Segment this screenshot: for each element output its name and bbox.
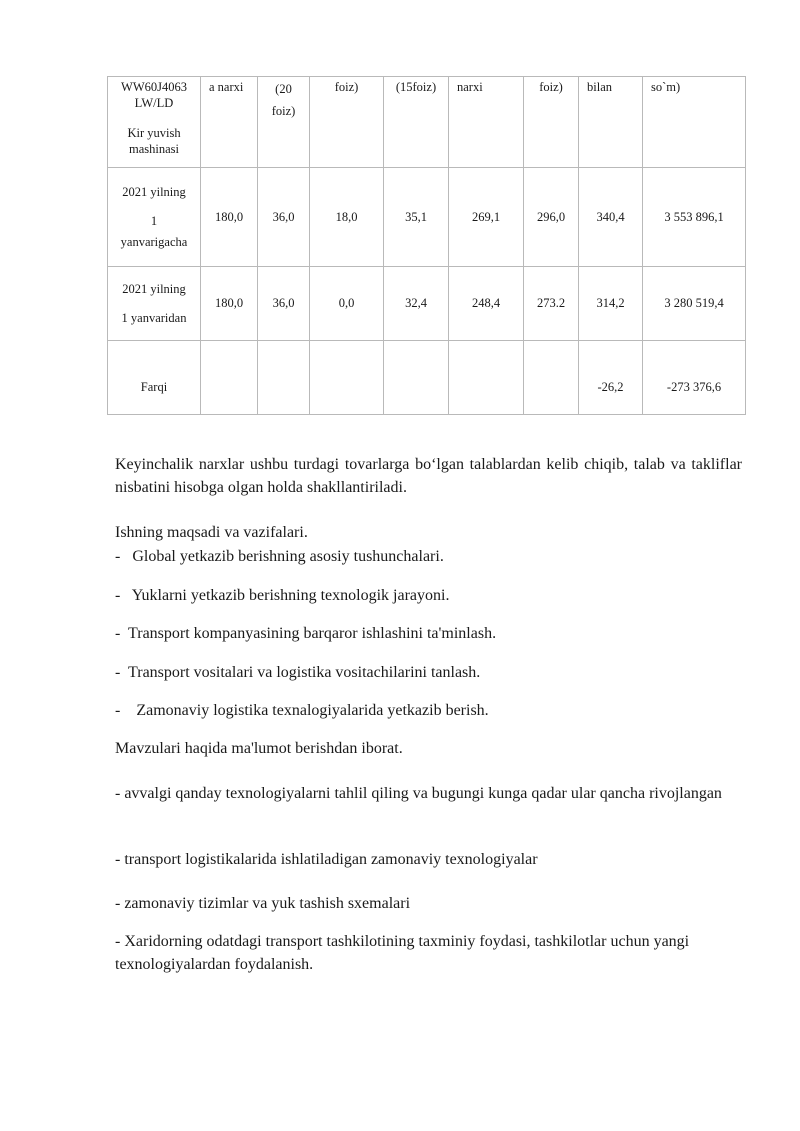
intro-paragraph: Keyinchalik narxlar ushbu turdagi tovarlarga bo‘lgan talablardan kelib chiqib, talab va takliflar nisbatini hisobga olgan holda shakllantiriladi. [115, 456, 742, 496]
goals-summary: Mavzulari haqida ma'lumot berishdan iborat. [115, 740, 403, 757]
table-cell: 0,0 [310, 267, 384, 341]
table-cell [643, 341, 746, 415]
header-cell-4: foiz) [310, 77, 384, 168]
model-variant: LW/LD [134, 96, 174, 111]
table-cell: 180,0 [201, 168, 258, 267]
table-cell: 340,4 [579, 168, 643, 267]
table-cell: 36,0 [258, 168, 310, 267]
table-cell: 35,1 [384, 168, 449, 267]
row-label [108, 267, 201, 341]
header-cell-3-line1: (20 [275, 82, 292, 96]
topic-item: - zamonaviy tizimlar va yuk tashish sxemalari [115, 895, 411, 912]
table-cell [524, 341, 579, 415]
table-cell: 248,4 [449, 267, 524, 341]
row-label-text: Farqi [140, 380, 168, 395]
header-cell-8: bilan [579, 77, 643, 168]
table-row [108, 267, 746, 341]
header-cell-model [108, 77, 201, 168]
price-comparison-table [107, 76, 746, 415]
table-cell: 180,0 [201, 267, 258, 341]
row-label-line2: 1 yanvaridan [121, 311, 187, 325]
table-cell: 32,4 [384, 267, 449, 341]
goals-heading: Ishning maqsadi va vazifalari. [115, 524, 308, 541]
product-type-line1: Kir yuvish [127, 125, 181, 140]
header-cell-7: foiz) [524, 77, 579, 168]
table-cell: 296,0 [524, 168, 579, 267]
table-cell: 3 280 519,4 [643, 267, 746, 341]
goal-item: - Zamonaviy logistika texnalogiyalarida yetkazib berish. [115, 702, 489, 719]
table-cell-value: -273 376,6 [666, 380, 722, 395]
header-cell-9: so`m) [643, 77, 746, 168]
model-code: WW60J4063 [121, 80, 187, 94]
row-label-line1: 2021 yilning [122, 184, 186, 199]
row-label-line1: 2021 yilning [122, 281, 186, 296]
table-row [108, 168, 746, 267]
product-type-line2: mashinasi [129, 141, 179, 156]
goal-item: - Transport kompanyasining barqaror ishlashini ta'minlash. [115, 625, 497, 642]
table-cell [310, 341, 384, 415]
table-header-row [108, 77, 746, 168]
row-label [108, 341, 201, 415]
header-cell-2: a narxi [201, 77, 258, 168]
table-cell [258, 341, 310, 415]
header-cell-3 [258, 77, 310, 168]
table-cell: 3 553 896,1 [643, 168, 746, 267]
table-row-difference [108, 341, 746, 415]
table-cell: 269,1 [449, 168, 524, 267]
table-cell: 314,2 [579, 267, 643, 341]
table-cell [449, 341, 524, 415]
topic-item: - transport logistikalarida ishlatiladigan zamonaviy texnologiyalar [115, 851, 538, 868]
topic-item: - avvalgi qanday texnologiyalarni tahlil qiling va bugungi kunga qadar ular qancha rivojlangan [115, 785, 722, 802]
topic-item: - Xaridorning odatdagi transport tashkilotining taxminiy foydasi, tashkilotlar uchun yangi texnologiyalardan foydalanish. [115, 933, 690, 973]
goal-item: - Transport vositalari va logistika vositachilarini tanlash. [115, 664, 481, 681]
table-cell [201, 341, 258, 415]
table-cell [384, 341, 449, 415]
table-cell-value: -26,2 [597, 380, 624, 395]
row-label-line2: 1 [150, 213, 158, 228]
table-cell: 36,0 [258, 267, 310, 341]
goal-item: - Yuklarni yetkazib berishning texnologik jarayoni. [115, 587, 450, 604]
row-label-line3: yanvarigacha [120, 235, 188, 250]
table-cell: 273.2 [524, 267, 579, 341]
table-cell [579, 341, 643, 415]
header-cell-6: narxi [449, 77, 524, 168]
header-cell-5: (15foiz) [384, 77, 449, 168]
table-cell: 18,0 [310, 168, 384, 267]
goal-item: - Global yetkazib berishning asosiy tushunchalari. [115, 548, 444, 565]
row-label [108, 168, 201, 267]
header-cell-3-line2: foiz) [271, 103, 296, 118]
